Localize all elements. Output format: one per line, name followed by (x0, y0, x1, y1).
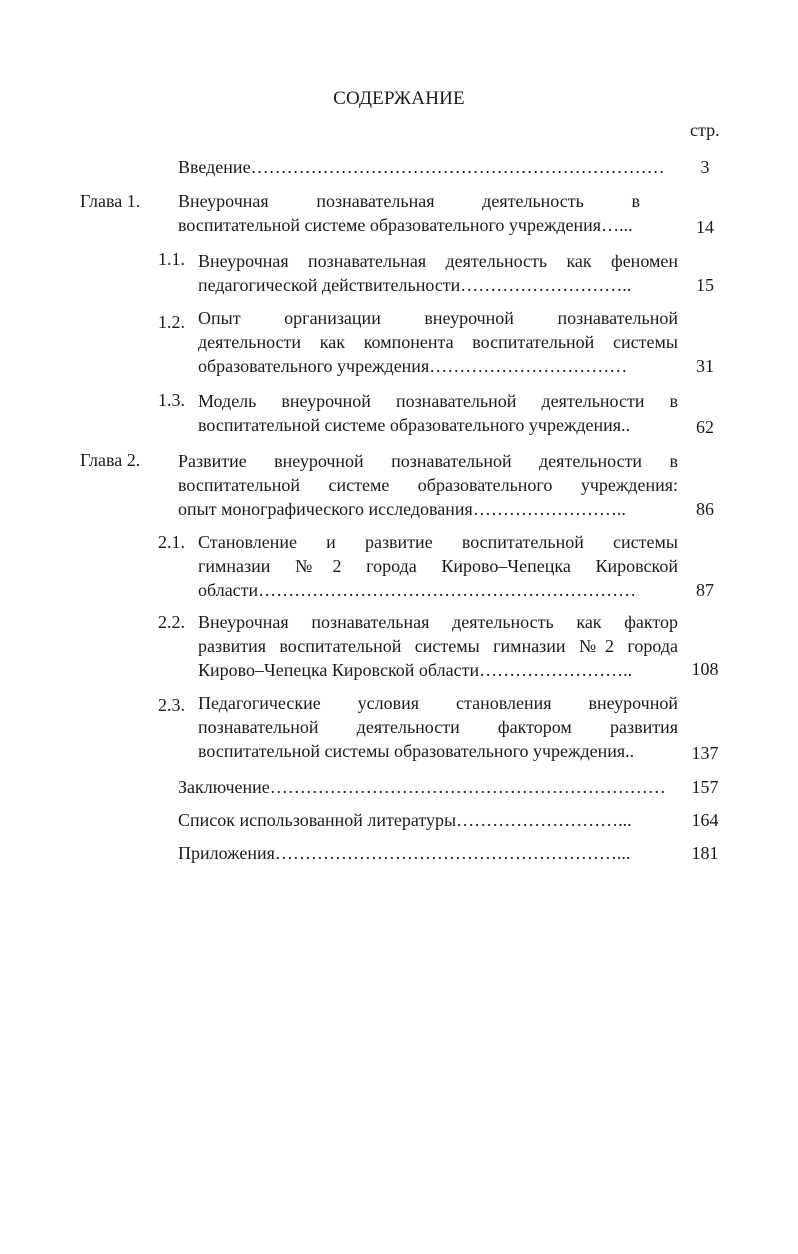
toc-ch2-line: опыт монографического исследования…………………….. (178, 499, 626, 519)
toc-intro-label: Введение (178, 157, 251, 177)
toc-s21-line: области……………………………………………………… (198, 580, 637, 600)
toc-s12-number: 1.2. (158, 312, 185, 332)
toc-s23-line: познавательной деятельности фактором развития (198, 717, 678, 737)
toc-conclusion-label: Заключение (178, 777, 270, 797)
toc-references-dots: ………………………... (456, 810, 632, 830)
toc-entry-ch1 (178, 189, 640, 213)
toc-s11-number: 1.1. (158, 249, 185, 269)
toc-conclusion-page: 157 (691, 777, 719, 797)
toc-ch2-line: Развитие внеурочной познавательной деятельности в (178, 451, 678, 471)
toc-entry-s11 (198, 249, 678, 297)
toc-entry-s23 (198, 691, 678, 763)
toc-intro-page: 3 (700, 157, 710, 177)
toc-s11-line: Внеурочная познавательная деятельность как феномен (198, 251, 678, 271)
toc-s22-page: 108 (691, 659, 719, 679)
toc-appendices-label: Приложения (178, 843, 275, 863)
toc-s21-page: 87 (696, 580, 714, 600)
toc-s11-line: педагогической действительности……………………….. (198, 275, 632, 295)
toc-s21-number: 2.1. (158, 532, 185, 552)
toc-s11-page: 15 (696, 275, 714, 295)
toc-s12-page: 31 (696, 356, 714, 376)
toc-entry-ch2 (178, 449, 678, 521)
toc-appendices-page: 181 (691, 843, 719, 863)
toc-ch1-line: Внеурочная познавательная деятельность в (178, 191, 640, 211)
page-column-label: стр. (690, 120, 720, 140)
toc-s21-line: гимназии №2 города Кирово–Чепецка Кировской (198, 556, 678, 576)
toc-entry-s12 (198, 306, 678, 378)
toc-s23-line: воспитательной системы образовательного учреждения.. (198, 741, 635, 761)
toc-entry-references (178, 808, 678, 832)
toc-s13-line: воспитательной системе образовательного учреждения.. (198, 415, 631, 435)
toc-references-page: 164 (691, 810, 719, 830)
document-title: СОДЕРЖАНИЕ (333, 88, 465, 109)
toc-s22-line: развития воспитательной системы гимназии №2 города (198, 636, 678, 656)
toc-s23-page: 137 (691, 743, 719, 763)
toc-s23-line: Педагогические условия становления внеурочной (198, 693, 678, 713)
toc-entry-intro (178, 155, 676, 179)
toc-appendices-dots: …………………………………………………... (274, 843, 631, 863)
toc-ch1-page: 14 (696, 217, 714, 237)
toc-s22-line: Кирово–Чепецка Кировской области…………………….. (198, 660, 633, 680)
toc-entry-s13 (198, 389, 678, 437)
toc-s13-line: Модель внеурочной познавательной деятельности в (198, 391, 678, 411)
toc-ch1-line: воспитательной системе образовательного учреждения…... (178, 215, 633, 235)
toc-ch2-number: Глава 2. (80, 450, 141, 470)
toc-entry-appendices (178, 841, 678, 865)
toc-conclusion-dots: ………………………………………………………… (269, 777, 666, 797)
toc-references-label: Список использованной литературы (178, 810, 457, 830)
toc-ch1-number: Глава 1. (80, 191, 141, 211)
toc-entry-s21 (198, 530, 678, 602)
toc-s13-page: 62 (696, 417, 714, 437)
toc-entry-conclusion (178, 775, 678, 799)
toc-s13-number: 1.3. (158, 390, 185, 410)
toc-s23-number: 2.3. (158, 695, 185, 715)
toc-ch2-line: воспитательной системе образовательного учреждения: (178, 475, 678, 495)
toc-s12-line: образовательного учреждения…………………………… (198, 356, 628, 376)
toc-ch2-page: 86 (696, 499, 714, 519)
toc-s21-line: Становление и развитие воспитательной системы (198, 532, 678, 552)
toc-s22-number: 2.2. (158, 612, 185, 632)
toc-intro-dots: …………………………………………………………… (250, 157, 665, 177)
toc-s12-line: Опыт организации внеурочной познавательной (198, 308, 678, 328)
toc-entry-s22 (198, 610, 678, 682)
toc-s12-line: деятельности как компонента воспитательной системы (198, 332, 678, 352)
toc-s22-line: Внеурочная познавательная деятельность как фактор (198, 612, 678, 632)
